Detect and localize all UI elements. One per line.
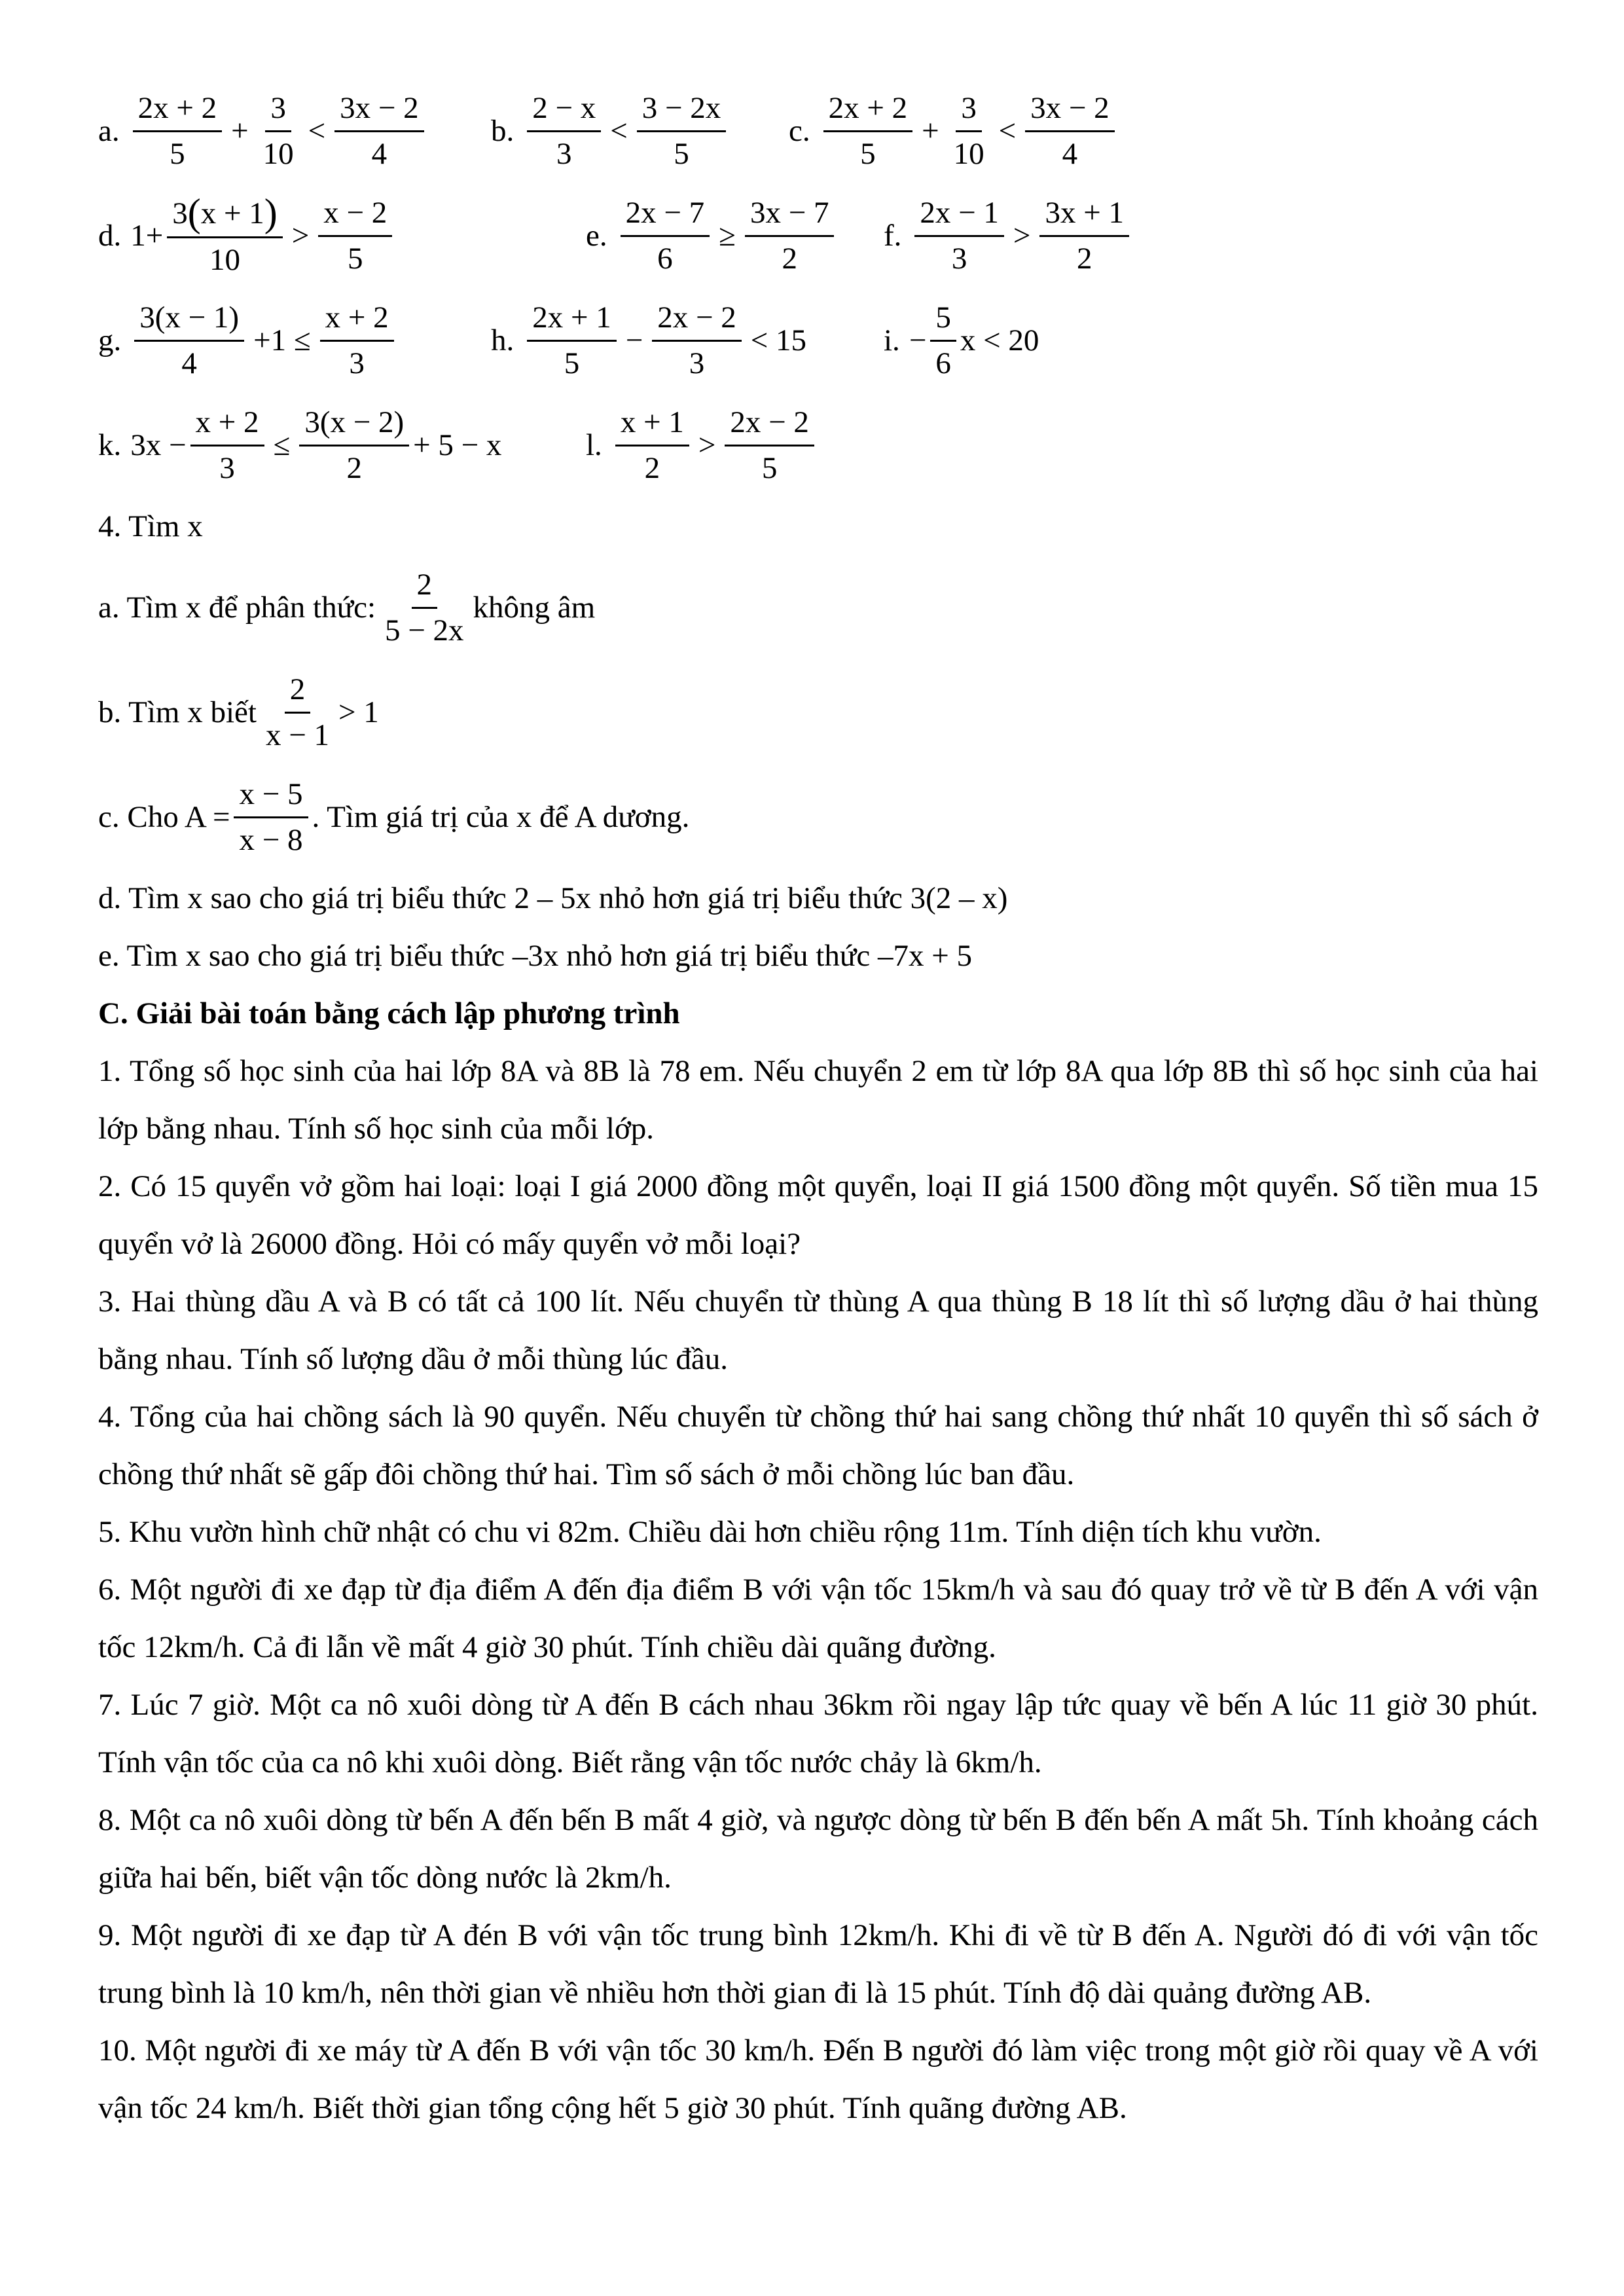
fraction: $\frac{x + 2}{3}$ bbox=[320, 300, 394, 380]
problem-1: 1. Tổng số học sinh của hai lớp 8A và 8B là 78 em. Nếu chuyển 2 em từ lớp 8A qua lớp 8B thì số học sinh của hai lớp bằng nhau. Tính số học sinh của mỗi lớp. bbox=[98, 1054, 1538, 1146]
problem-7: 7. Lúc 7 giờ. Một ca nô xuôi dòng từ A đến B cách nhau 36km rồi ngay lập tức quay về bến A lúc 11 giờ 30 phút. Tính vận tốc của ca nô khi xuôi dòng. Biết rằng vận tốc nước chảy là 6km/h. bbox=[98, 1688, 1538, 1779]
exercise-g: g. $\frac{3(x - 1)}{4}$ +1 ≤ $\frac{x + 2}{3}$ bbox=[98, 288, 398, 393]
section-c-heading: C. Giải bài toán bằng cách lập phương trình bbox=[98, 996, 680, 1030]
fraction: $\frac{x + 2}{3}$ bbox=[190, 405, 264, 485]
fraction: $\frac{3}{10}$ bbox=[953, 91, 984, 171]
fraction: $\frac{2x + 2}{5}$ bbox=[133, 90, 223, 171]
problem-3: 3. Hai thùng dầu A và B có tất cả 100 lít. Nếu chuyển từ thùng A qua thùng B 18 lít thì số lượng dầu ở hai thùng bằng nhau. Tính số lượng dầu ở mỗi thùng lúc đầu. bbox=[98, 1285, 1538, 1376]
section-4-a: a. Tìm x để phân thức: $\frac{2}{5 - 2x}$ không âm bbox=[98, 568, 596, 647]
problem-4: 4. Tổng của hai chồng sách là 90 quyển. Nếu chuyển từ chồng thứ hai sang chồng thứ nhất 10 quyển thì số sách ở chồng thứ nhất sẽ gấp đôi chồng thứ hai. Tìm số sách ở mỗi chồng lúc ban đầu. bbox=[98, 1400, 1538, 1491]
fraction: $\frac{2}{5 - 2x}$ bbox=[385, 568, 464, 647]
exercise-row-1 bbox=[98, 79, 1538, 183]
problem-8: 8. Một ca nô xuôi dòng từ bến A đến bến B mất 4 giờ, và ngược dòng từ bến B đến bến A mất 5h. Tính khoảng cách giữa hai bến, biết vận tốc dòng nước là 2km/h. bbox=[98, 1803, 1538, 1895]
fraction: $\frac{3}{10}$ bbox=[262, 91, 294, 171]
exercise-a: a. $\frac{2x + 2}{5}$ + $\frac{3}{10}$ < $\frac{3x - 2}{4}$ bbox=[98, 79, 428, 183]
fraction: $\frac{3(x - 1)}{4}$ bbox=[134, 300, 244, 380]
fraction: $\frac{2x - 2}{5}$ bbox=[725, 405, 814, 485]
fraction: $\frac{3 - 2x}{5}$ bbox=[637, 90, 727, 171]
fraction: $\frac{2x - 1}{3}$ bbox=[914, 195, 1004, 276]
fraction: $\frac{2 - x}{3}$ bbox=[527, 90, 601, 171]
fraction: $\frac{2x - 2}{3}$ bbox=[652, 300, 742, 380]
exercise-c: c. $\frac{2x + 2}{5}$ + $\frac{3}{10}$ < $\frac{3x - 2}{4}$ bbox=[789, 79, 1119, 183]
fraction: $\frac{3x - 2}{4}$ bbox=[1025, 90, 1115, 171]
fraction: $\frac{2x + 1}{5}$ bbox=[527, 300, 617, 380]
problem-2: 2. Có 15 quyển vở gồm hai loại: loại I giá 2000 đồng một quyển, loại II giá 1500 đồng một quyển. Số tiền mua 15 quyển vở là 26000 đồng. Hỏi có mấy quyển vở mỗi loại? bbox=[98, 1169, 1538, 1261]
fraction: $\frac{3(x + 1)}{10}$ bbox=[167, 193, 282, 278]
fraction: $\frac{x - 5}{x - 8}$ bbox=[234, 776, 308, 857]
problem-9: 9. Một người đi xe đạp từ A đén B với vận tốc trung bình 12km/h. Khi đi về từ B đến A. Người đó đi với vận tốc trung bình là 10 km/h, nên thời gian về nhiều hơn thời gian đi là 15 phút. Tính độ dài quảng đường AB. bbox=[98, 1918, 1538, 2010]
exercise-row-4 bbox=[98, 393, 1538, 498]
problem-5: 5. Khu vườn hình chữ nhật có chu vi 82m. Chiều dài hơn chiều rộng 11m. Tính diện tích khu vườn. bbox=[98, 1515, 1322, 1549]
problem-10: 10. Một người đi xe máy từ A đến B với vận tốc 30 km/h. Đến B người đó làm việc trong một giờ rồi quay về A với vận tốc 24 km/h. Biết thời gian tổng cộng hết 5 giờ 30 phút. Tính quãng đường AB. bbox=[98, 2033, 1538, 2125]
exercise-f: f. $\frac{2x - 1}{3}$ > $\frac{3x + 1}{2}$ bbox=[884, 183, 1133, 288]
exercise-d: d. 1+ $\frac{3(x + 1)}{10}$ > $\frac{x - 2}{5}$ bbox=[98, 183, 396, 288]
exercise-i: i. − $\frac{5}{6}$ x < 20 bbox=[884, 301, 1039, 380]
fraction: $\frac{3x + 1}{2}$ bbox=[1039, 195, 1129, 276]
problem-6: 6. Một người đi xe đạp từ địa điểm A đến địa điểm B với vận tốc 15km/h và sau đó quay trở về từ B đến A với vận tốc 12km/h. Cả đi lẫn về mất 4 giờ 30 phút. Tính chiều dài quãng đường. bbox=[98, 1573, 1538, 1664]
section-4-b: b. Tìm x biết $\frac{2}{x - 1}$ > 1 bbox=[98, 672, 379, 752]
fraction: $\frac{5}{6}$ bbox=[930, 300, 956, 380]
fraction: $\frac{2}{x - 1}$ bbox=[265, 672, 329, 752]
fraction: $\frac{3(x - 2)}{2}$ bbox=[299, 405, 409, 485]
fraction: $\frac{x - 2}{5}$ bbox=[318, 195, 392, 276]
exercise-l: l. $\frac{x + 1}{2}$ > $\frac{2x - 2}{5}$ bbox=[586, 393, 818, 498]
fraction: $\frac{2x + 2}{5}$ bbox=[823, 90, 913, 171]
exercise-row-2 bbox=[98, 183, 1538, 288]
fraction: $\frac{x + 1}{2}$ bbox=[615, 405, 689, 485]
exercise-row-3 bbox=[98, 288, 1538, 393]
section-4-e: e. Tìm x sao cho giá trị biểu thức –3x nhỏ hơn giá trị biểu thức –7x + 5 bbox=[98, 939, 972, 973]
exercise-k: k. 3x − $\frac{x + 2}{3}$ ≤ $\frac{3(x - 2)}{2}$ + 5 − x bbox=[98, 405, 502, 485]
section-4-title: 4. Tìm x bbox=[98, 509, 203, 543]
exercise-b: b. $\frac{2 - x}{3}$ < $\frac{3 - 2x}{5}$ bbox=[491, 79, 730, 183]
section-4-d: d. Tìm x sao cho giá trị biểu thức 2 – 5x nhỏ hơn giá trị biểu thức 3(2 – x) bbox=[98, 881, 1008, 915]
fraction: $\frac{3x - 7}{2}$ bbox=[745, 195, 835, 276]
fraction: $\frac{3x - 2}{4}$ bbox=[334, 90, 424, 171]
exercise-e: e. $\frac{2x - 7}{6}$ ≥ $\frac{3x - 7}{2}$ bbox=[586, 183, 838, 288]
exercise-h: h. $\frac{2x + 1}{5}$ − $\frac{2x - 2}{3}$ < 15 bbox=[491, 301, 807, 380]
fraction: $\frac{2x - 7}{6}$ bbox=[621, 195, 710, 276]
section-4-c: c. Cho A = $\frac{x - 5}{x - 8}$ . Tìm giá trị của x để A dương. bbox=[98, 777, 690, 857]
document-page bbox=[98, 79, 1538, 2137]
